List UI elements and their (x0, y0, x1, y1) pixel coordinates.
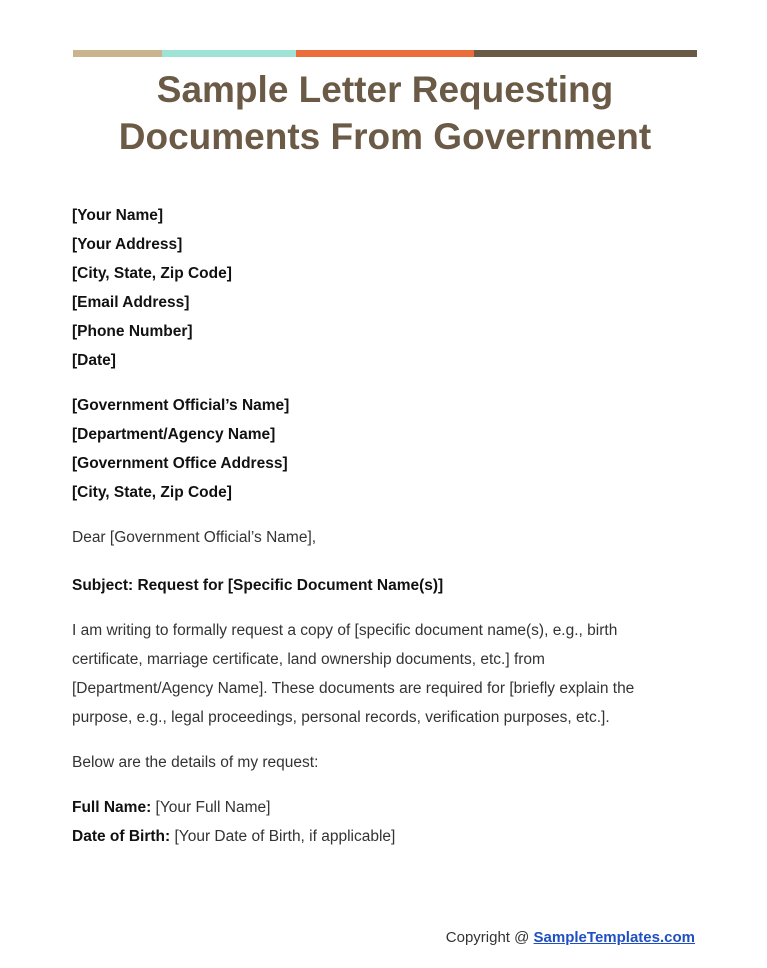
detail-label: Date of Birth: (72, 828, 171, 845)
title-line-2: Documents From Government (118, 116, 652, 157)
detail-label: Full Name: (72, 799, 152, 816)
color-bar (73, 50, 697, 57)
recipient-city: [City, State, Zip Code] (72, 484, 232, 501)
sender-address: [Your Address] (72, 236, 183, 253)
color-bar-segment-teal (162, 50, 296, 57)
sender-address-block (72, 201, 696, 375)
subject-line: Subject: Request for [Specific Document Name(s)] (72, 577, 444, 594)
body-paragraph-line: certificate, marriage certificate, land ownership documents, etc.] from (72, 651, 545, 668)
recipient-address: [Government Office Address] (72, 455, 288, 472)
sender-city: [City, State, Zip Code] (72, 265, 232, 282)
color-bar-segment-orange (296, 50, 474, 57)
recipient-department: [Department/Agency Name] (72, 426, 276, 443)
title-line-1: Sample Letter Requesting (156, 69, 614, 110)
sender-name: [Your Name] (72, 207, 164, 224)
sender-date: [Date] (72, 352, 116, 369)
copyright-footer (446, 929, 695, 946)
recipient-address-block (72, 391, 696, 507)
page-title (73, 66, 697, 160)
details-intro: Below are the details of my request: (72, 754, 319, 771)
detail-date-of-birth (72, 822, 696, 851)
sender-email: [Email Address] (72, 294, 190, 311)
detail-value: [Your Full Name] (151, 799, 271, 816)
recipient-name: [Government Official’s Name] (72, 397, 290, 414)
color-bar-segment-tan (73, 50, 162, 57)
detail-full-name (72, 793, 696, 822)
body-paragraph-line: purpose, e.g., legal proceedings, personal records, verification purposes, etc.]. (72, 709, 610, 726)
letter-body (72, 201, 696, 851)
body-paragraph-line: [Department/Agency Name]. These documents are required for [briefly explain the (72, 680, 635, 697)
detail-value: [Your Date of Birth, if applicable] (170, 828, 396, 845)
salutation: Dear [Government Official’s Name], (72, 529, 317, 546)
body-paragraph-line: I am writing to formally request a copy of [specific document name(s), e.g., birth (72, 622, 618, 639)
body-paragraph (72, 616, 696, 732)
copyright-prefix: Copyright @ (445, 929, 534, 946)
details-list (72, 793, 696, 851)
sampletemplates-link[interactable]: SampleTemplates.com (533, 929, 695, 946)
sender-phone: [Phone Number] (72, 323, 193, 340)
color-bar-segment-brown (474, 50, 697, 57)
